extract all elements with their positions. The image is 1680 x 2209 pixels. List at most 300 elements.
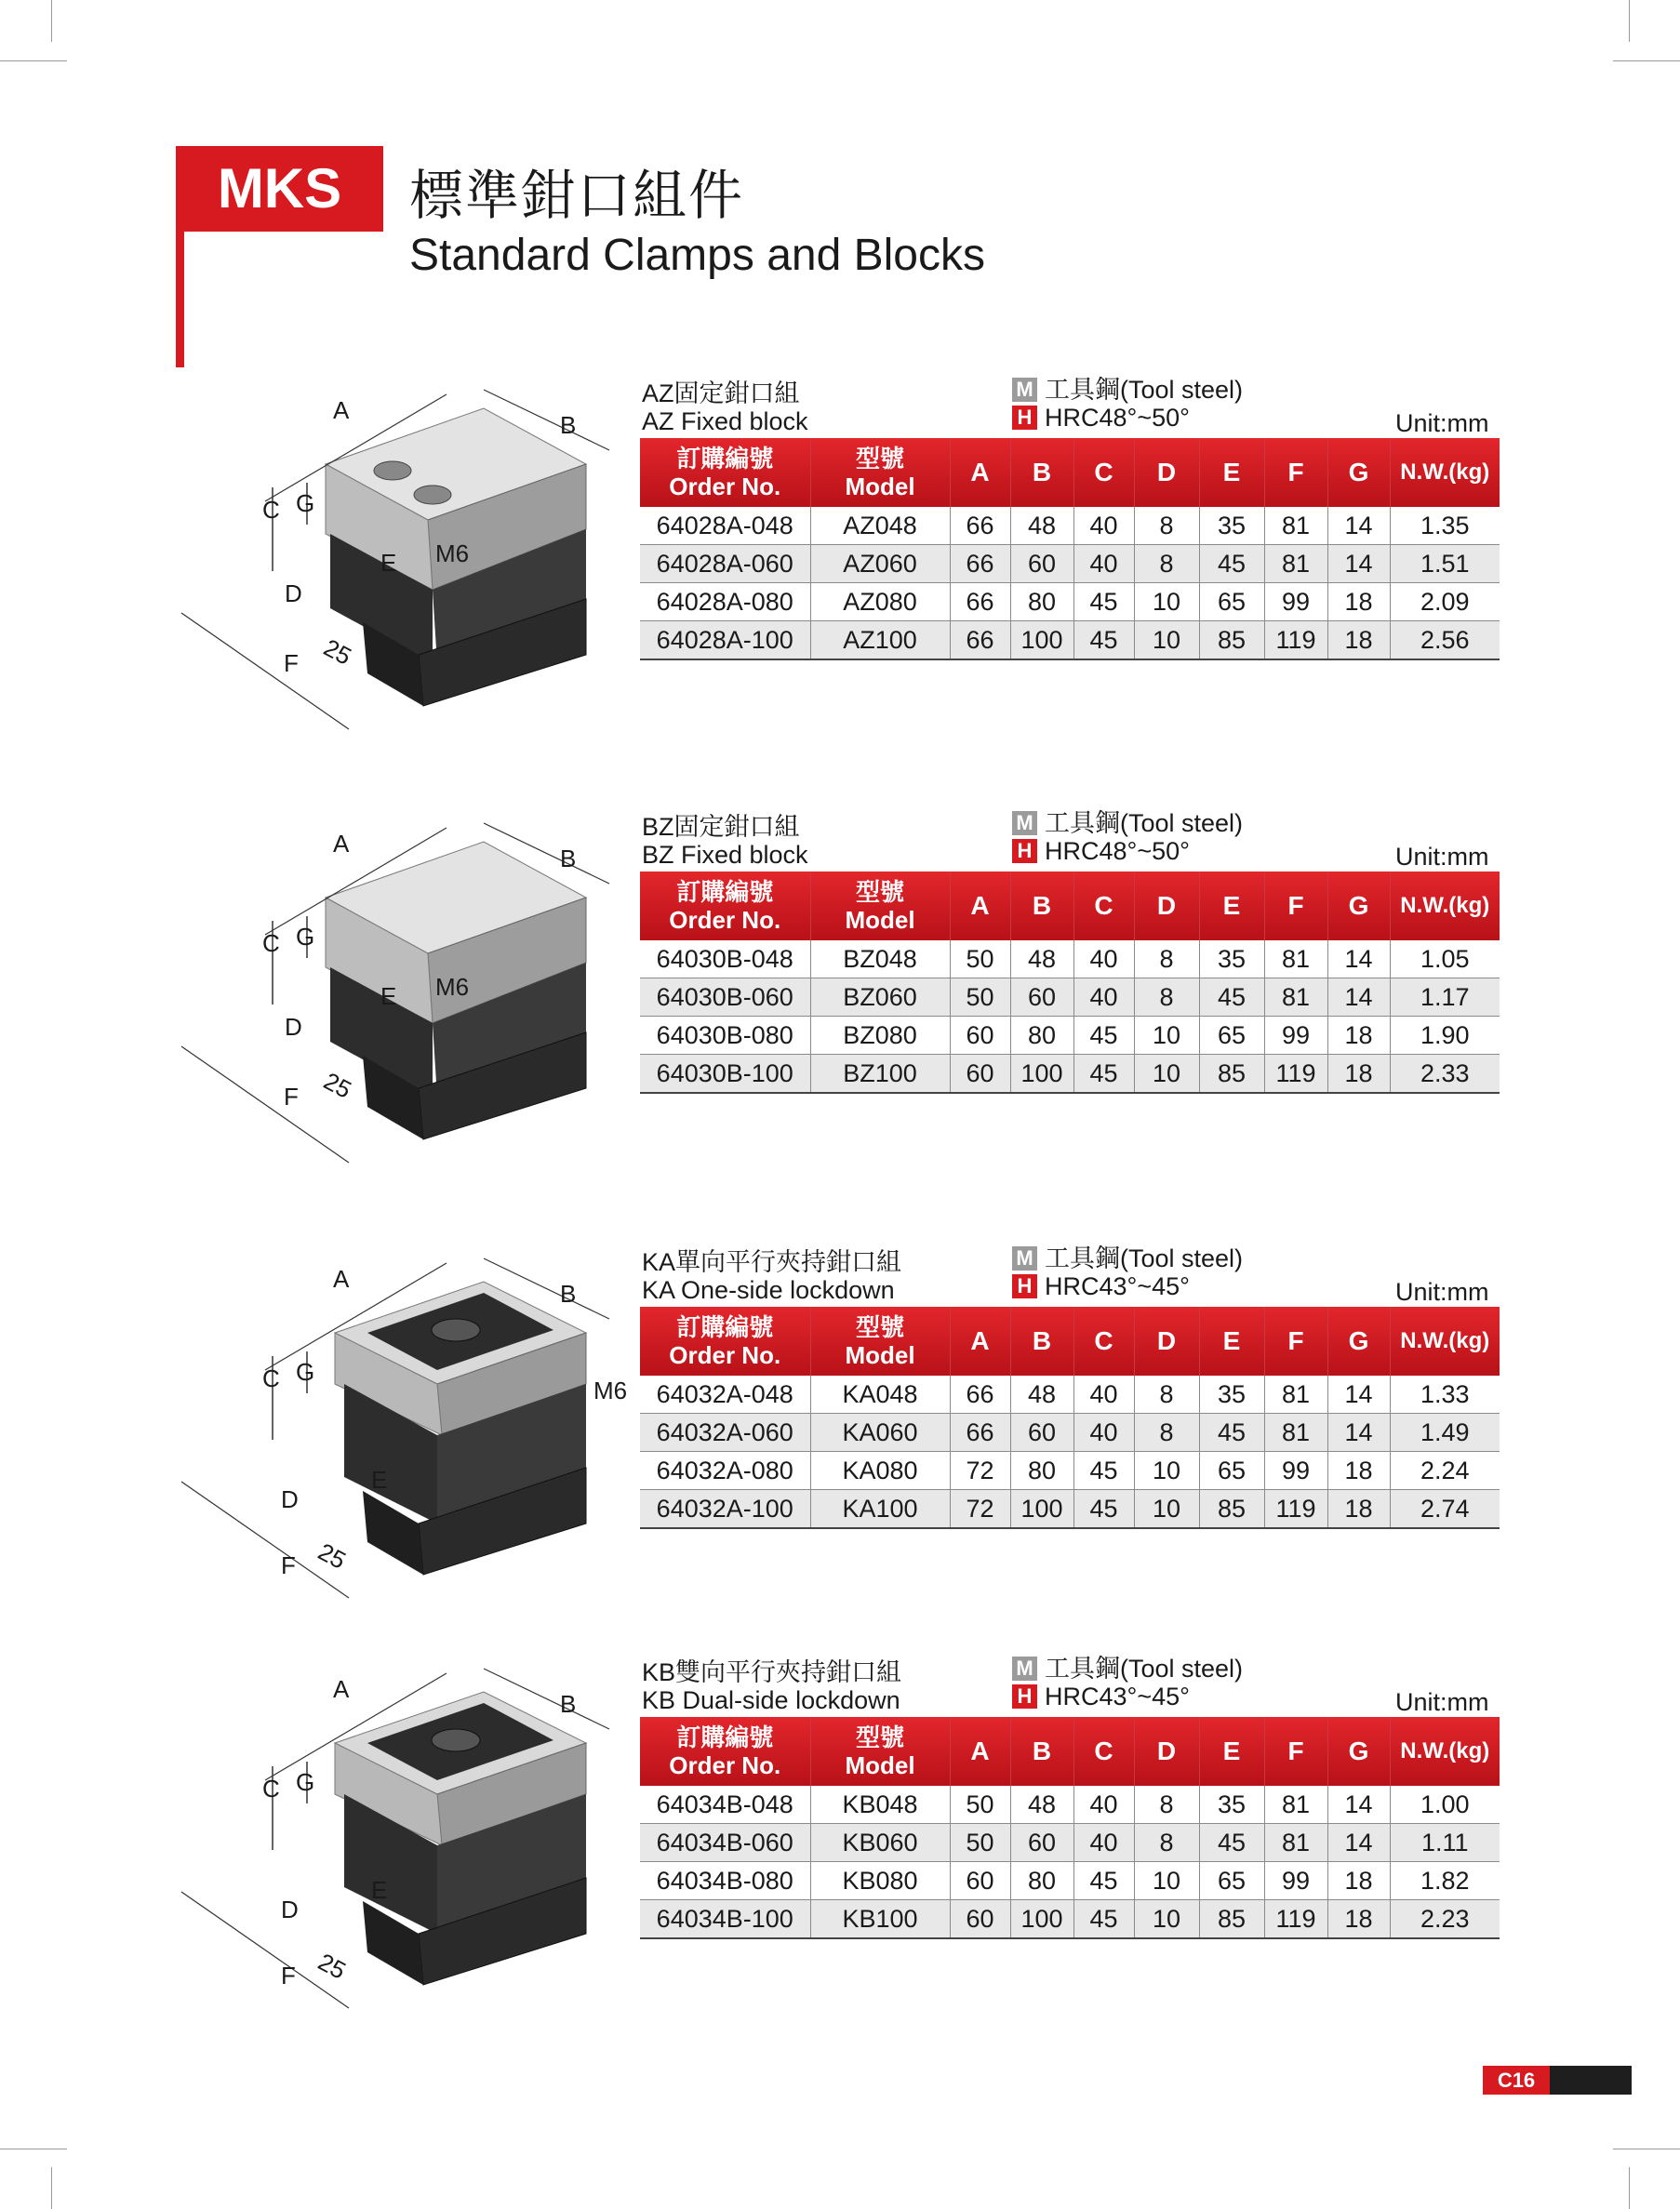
table-cell: 40 (1073, 978, 1134, 1017)
table-row (640, 1414, 1500, 1452)
dimension-label: A (333, 1265, 350, 1293)
column-header-en: Model (845, 1751, 915, 1779)
table-cell: 64032A-048 (640, 1376, 810, 1414)
table-cell: 119 (1264, 1900, 1327, 1939)
product-drawing (177, 1244, 628, 1617)
table-cell: 60 (950, 1862, 1010, 1900)
column-header: N.W.(kg) (1390, 1307, 1500, 1376)
column-header: A (950, 438, 1010, 507)
column-header-cn: 訂購編號 (676, 1313, 774, 1341)
table-cell: 40 (1073, 1376, 1134, 1414)
table-cell: 35 (1199, 1786, 1264, 1824)
table-cell: 64028A-100 (640, 621, 810, 660)
table-header-row (640, 1307, 1500, 1376)
column-header: G (1327, 1717, 1390, 1786)
column-header: F (1264, 438, 1327, 507)
material-line (1012, 376, 1243, 404)
page-number: C16 (1483, 2066, 1550, 2095)
table-cell: 45 (1073, 1490, 1134, 1529)
unit-label: Unit:mm (1395, 1688, 1489, 1716)
hardness-text: HRC48°~50° (1045, 404, 1190, 432)
table-cell: 48 (1010, 940, 1073, 978)
column-header (640, 872, 810, 940)
table-cell: 99 (1264, 1862, 1327, 1900)
page-title-en: Standard Clamps and Blocks (409, 231, 985, 280)
material-text: 工具鋼(Tool steel) (1045, 809, 1244, 837)
column-header-cn: 訂購編號 (676, 1723, 774, 1751)
table-cell: 1.35 (1390, 507, 1500, 545)
table-cell: 10 (1134, 1017, 1199, 1055)
material-tag-h: H (1012, 1274, 1037, 1298)
table-cell: BZ080 (810, 1017, 950, 1055)
table-cell: 2.23 (1390, 1900, 1500, 1939)
spec-table (640, 438, 1500, 660)
dimension-label: C (262, 1775, 280, 1803)
material-text: 工具鋼(Tool steel) (1045, 376, 1244, 404)
table-cell: 18 (1327, 1900, 1390, 1939)
table-cell: 60 (950, 1017, 1010, 1055)
column-header: F (1264, 872, 1327, 940)
section-title-en: BZ Fixed block (642, 841, 808, 869)
dimension-label: F (281, 1962, 296, 1989)
table-cell: 1.17 (1390, 978, 1500, 1017)
product-section (0, 1655, 1680, 2036)
column-header-en: Order No. (669, 1751, 781, 1779)
table-cell: 14 (1327, 940, 1390, 978)
table-cell: 40 (1073, 1786, 1134, 1824)
table-cell: 45 (1073, 1017, 1134, 1055)
table-cell: 48 (1010, 1376, 1073, 1414)
unit-label: Unit:mm (1395, 409, 1489, 437)
column-header-en: Order No. (669, 1341, 781, 1369)
dimension-label: 25 (319, 1066, 356, 1104)
hardness-text: HRC43°~45° (1045, 1272, 1190, 1300)
table-cell: BZ100 (810, 1055, 950, 1094)
column-header: C (1073, 438, 1134, 507)
table-cell: AZ048 (810, 507, 950, 545)
table-row (640, 621, 1500, 660)
spec-table (640, 1307, 1500, 1529)
table-cell: 66 (950, 583, 1010, 621)
table-cell: 45 (1199, 545, 1264, 583)
table-cell: KA080 (810, 1452, 950, 1490)
table-cell: 45 (1073, 1055, 1134, 1094)
table-cell: 80 (1010, 583, 1073, 621)
table-cell: 10 (1134, 1862, 1199, 1900)
table-cell: 60 (1010, 1414, 1073, 1452)
unit-label: Unit:mm (1395, 1278, 1489, 1306)
column-header: N.W.(kg) (1390, 872, 1500, 940)
material-tag-h: H (1012, 839, 1037, 863)
table-cell: 81 (1264, 1824, 1327, 1862)
dimension-label: B (560, 1280, 577, 1308)
table-cell: 65 (1199, 583, 1264, 621)
dimension-label: D (281, 1896, 299, 1923)
table-cell: 18 (1327, 1017, 1390, 1055)
section-title-en: AZ Fixed block (642, 407, 808, 435)
table-cell: 8 (1134, 507, 1199, 545)
dimension-label: M6 (593, 1377, 628, 1404)
table-cell: 18 (1327, 621, 1390, 660)
column-header: E (1199, 1717, 1264, 1786)
column-header (810, 1307, 950, 1376)
material-tag-m: M (1012, 811, 1037, 835)
column-header-cn: 訂購編號 (676, 445, 774, 472)
table-cell: 64030B-060 (640, 978, 810, 1017)
table-cell: 14 (1327, 507, 1390, 545)
table-cell: 2.74 (1390, 1490, 1500, 1529)
material-line (1012, 1244, 1243, 1272)
table-cell: 2.33 (1390, 1055, 1500, 1094)
column-header: E (1199, 1307, 1264, 1376)
table-cell: 1.49 (1390, 1414, 1500, 1452)
table-cell: 2.09 (1390, 583, 1500, 621)
column-header: A (950, 1307, 1010, 1376)
product-drawing (177, 809, 614, 1181)
product-drawing (177, 376, 614, 748)
column-header: G (1327, 872, 1390, 940)
column-header-en: Model (845, 1341, 915, 1369)
column-header: G (1327, 438, 1390, 507)
dimension-label: E (380, 549, 397, 577)
column-header-cn: 型號 (855, 1313, 904, 1341)
table-cell: 100 (1010, 1055, 1073, 1094)
table-cell: 45 (1073, 1900, 1134, 1939)
column-header: C (1073, 1717, 1134, 1786)
section-title-en: KA One-side lockdown (642, 1276, 895, 1304)
table-cell: 100 (1010, 1490, 1073, 1529)
product-section (0, 376, 1680, 757)
table-cell: 65 (1199, 1452, 1264, 1490)
table-cell: KB060 (810, 1824, 950, 1862)
table-cell: 35 (1199, 1376, 1264, 1414)
table-cell: 99 (1264, 1017, 1327, 1055)
hardness-line (1012, 837, 1190, 865)
column-header-cn: 訂購編號 (676, 878, 774, 906)
column-header-en: Model (845, 472, 915, 500)
table-cell: 45 (1073, 1452, 1134, 1490)
spec-table (640, 1717, 1500, 1939)
column-header: A (950, 872, 1010, 940)
table-row (640, 1786, 1500, 1824)
table-cell: 60 (950, 1900, 1010, 1939)
table-cell: 81 (1264, 1376, 1327, 1414)
hardness-line (1012, 404, 1190, 432)
table-cell: KB100 (810, 1900, 950, 1939)
section-title-cn: BZ固定鉗口組 (642, 813, 800, 841)
table-cell: 64034B-048 (640, 1786, 810, 1824)
table-cell: 81 (1264, 940, 1327, 978)
table-cell: 14 (1327, 1786, 1390, 1824)
table-cell: 119 (1264, 1055, 1327, 1094)
table-cell: 64028A-080 (640, 583, 810, 621)
material-tag-m: M (1012, 1657, 1037, 1681)
column-header-cn: 型號 (855, 1723, 904, 1751)
table-cell: 50 (950, 940, 1010, 978)
table-cell: AZ080 (810, 583, 950, 621)
table-cell: 1.00 (1390, 1786, 1500, 1824)
column-header (640, 1717, 810, 1786)
table-cell: 35 (1199, 507, 1264, 545)
spec-table (640, 872, 1500, 1094)
section-title-cn: KA單向平行夾持鉗口組 (642, 1248, 902, 1276)
hardness-line (1012, 1272, 1190, 1300)
table-cell: 10 (1134, 583, 1199, 621)
table-cell: 8 (1134, 1376, 1199, 1414)
table-cell: 45 (1073, 621, 1134, 660)
table-cell: 10 (1134, 1490, 1199, 1529)
dimension-label: M6 (435, 539, 470, 567)
product-section (0, 809, 1680, 1191)
table-cell: 8 (1134, 940, 1199, 978)
dimension-label: B (560, 845, 577, 872)
table-cell: 66 (950, 545, 1010, 583)
section-title-en: KB Dual-side lockdown (642, 1686, 900, 1714)
column-header (810, 438, 950, 507)
dimension-label: F (284, 649, 299, 677)
table-cell: 1.90 (1390, 1017, 1500, 1055)
hardness-text: HRC48°~50° (1045, 837, 1190, 865)
column-header: B (1010, 872, 1073, 940)
table-row (640, 978, 1500, 1017)
crop-mark (51, 0, 52, 42)
table-cell: 72 (950, 1452, 1010, 1490)
table-cell: 45 (1199, 1414, 1264, 1452)
table-cell: KB080 (810, 1862, 950, 1900)
table-cell: 14 (1327, 1824, 1390, 1862)
dimension-label: E (380, 982, 397, 1010)
dimension-label: F (284, 1083, 299, 1111)
table-cell: 100 (1010, 1900, 1073, 1939)
material-text: 工具鋼(Tool steel) (1045, 1244, 1244, 1272)
table-cell: 66 (950, 621, 1010, 660)
table-cell: 1.51 (1390, 545, 1500, 583)
table-cell: 18 (1327, 1055, 1390, 1094)
table-cell: 8 (1134, 978, 1199, 1017)
table-row (640, 583, 1500, 621)
product-drawing (177, 1655, 614, 2027)
table-cell: 48 (1010, 507, 1073, 545)
table-cell: 119 (1264, 621, 1327, 660)
dimension-label: 25 (319, 632, 356, 671)
dimension-label: E (371, 1876, 388, 1904)
table-header-row (640, 1717, 1500, 1786)
table-cell: KA060 (810, 1414, 950, 1452)
table-cell: AZ060 (810, 545, 950, 583)
table-row (640, 1862, 1500, 1900)
table-cell: 66 (950, 507, 1010, 545)
table-cell: 1.82 (1390, 1862, 1500, 1900)
table-cell: 64034B-080 (640, 1862, 810, 1900)
table-cell: 8 (1134, 545, 1199, 583)
table-cell: 1.11 (1390, 1824, 1500, 1862)
table-cell: 18 (1327, 1490, 1390, 1529)
table-cell: 8 (1134, 1824, 1199, 1862)
table-cell: 8 (1134, 1786, 1199, 1824)
column-header: N.W.(kg) (1390, 438, 1500, 507)
column-header: D (1134, 1717, 1199, 1786)
column-header: B (1010, 1717, 1073, 1786)
crop-mark (1629, 0, 1630, 42)
table-cell: 35 (1199, 940, 1264, 978)
table-row (640, 1376, 1500, 1414)
material-line (1012, 809, 1243, 837)
table-cell: 64034B-100 (640, 1900, 810, 1939)
dimension-label: D (285, 579, 302, 607)
table-cell: 18 (1327, 1452, 1390, 1490)
table-cell: 10 (1134, 1452, 1199, 1490)
dimension-label: C (262, 1364, 280, 1392)
column-header: G (1327, 1307, 1390, 1376)
table-row (640, 1824, 1500, 1862)
hardness-line (1012, 1683, 1190, 1710)
column-header: D (1134, 438, 1199, 507)
table-cell: 85 (1199, 621, 1264, 660)
crop-mark (1629, 2167, 1630, 2209)
dimension-label: D (285, 1013, 302, 1041)
material-tag-m: M (1012, 1246, 1037, 1271)
table-cell: 80 (1010, 1017, 1073, 1055)
dimension-label: B (560, 411, 577, 439)
column-header: A (950, 1717, 1010, 1786)
table-cell: 81 (1264, 1786, 1327, 1824)
table-cell: 60 (1010, 1824, 1073, 1862)
table-cell: 45 (1073, 583, 1134, 621)
column-header-en: Model (845, 906, 915, 934)
table-cell: 14 (1327, 1414, 1390, 1452)
table-cell: BZ048 (810, 940, 950, 978)
table-cell: 50 (950, 978, 1010, 1017)
dimension-label: F (281, 1551, 296, 1579)
table-row (640, 1017, 1500, 1055)
dimension-label: A (333, 396, 350, 424)
table-cell: 100 (1010, 621, 1073, 660)
material-tag-h: H (1012, 406, 1037, 430)
dimension-label: 25 (313, 1947, 351, 1985)
table-cell: 18 (1327, 1862, 1390, 1900)
column-header: N.W.(kg) (1390, 1717, 1500, 1786)
table-cell: 64032A-060 (640, 1414, 810, 1452)
column-header (640, 1307, 810, 1376)
column-header (810, 872, 950, 940)
dimension-label: A (333, 1675, 350, 1703)
table-cell: 65 (1199, 1862, 1264, 1900)
table-cell: 2.56 (1390, 621, 1500, 660)
dimension-label: G (296, 489, 315, 517)
table-cell: 14 (1327, 1376, 1390, 1414)
table-cell: 10 (1134, 1900, 1199, 1939)
table-cell: 45 (1199, 1824, 1264, 1862)
dimension-label: 25 (313, 1537, 351, 1575)
table-cell: BZ060 (810, 978, 950, 1017)
table-cell: 10 (1134, 621, 1199, 660)
table-cell: 40 (1073, 1414, 1134, 1452)
material-text: 工具鋼(Tool steel) (1045, 1655, 1244, 1683)
crop-mark (1613, 60, 1680, 61)
section-title-cn: KB雙向平行夾持鉗口組 (642, 1658, 902, 1686)
material-line (1012, 1655, 1243, 1683)
column-header: C (1073, 872, 1134, 940)
table-header-row (640, 872, 1500, 940)
table-cell: KA048 (810, 1376, 950, 1414)
table-cell: 40 (1073, 940, 1134, 978)
dimension-label: A (333, 830, 350, 858)
table-cell: 60 (950, 1055, 1010, 1094)
table-cell: 66 (950, 1376, 1010, 1414)
table-header-row (640, 438, 1500, 507)
table-row (640, 507, 1500, 545)
table-cell: 40 (1073, 545, 1134, 583)
table-cell: 60 (1010, 978, 1073, 1017)
table-cell: 64030B-100 (640, 1055, 810, 1094)
crop-mark (51, 2167, 52, 2209)
crop-mark (0, 60, 67, 61)
table-cell: 8 (1134, 1414, 1199, 1452)
column-header: D (1134, 1307, 1199, 1376)
column-header: F (1264, 1307, 1327, 1376)
table-cell: 1.05 (1390, 940, 1500, 978)
table-cell: 64028A-060 (640, 545, 810, 583)
table-cell: 85 (1199, 1900, 1264, 1939)
hardness-text: HRC43°~45° (1045, 1683, 1190, 1710)
table-row (640, 940, 1500, 978)
table-cell: 85 (1199, 1055, 1264, 1094)
column-header-en: Order No. (669, 906, 781, 934)
dimension-label: B (560, 1690, 577, 1718)
table-cell: 64034B-060 (640, 1824, 810, 1862)
dimension-label: G (296, 1358, 315, 1386)
brand-logo: MKS (176, 146, 383, 232)
dimension-label: C (262, 929, 280, 957)
column-header: E (1199, 872, 1264, 940)
table-cell: 45 (1199, 978, 1264, 1017)
dimension-label: E (371, 1466, 388, 1494)
table-cell: 1.33 (1390, 1376, 1500, 1414)
section-title-cn: AZ固定鉗口組 (642, 379, 800, 407)
column-header: B (1010, 438, 1073, 507)
column-header-en: Order No. (669, 472, 781, 500)
dimension-label: C (262, 496, 280, 524)
table-cell: 10 (1134, 1055, 1199, 1094)
table-cell: 45 (1073, 1862, 1134, 1900)
table-cell: 64032A-100 (640, 1490, 810, 1529)
column-header (810, 1717, 950, 1786)
table-cell: 80 (1010, 1452, 1073, 1490)
table-cell: 40 (1073, 507, 1134, 545)
table-cell: 18 (1327, 583, 1390, 621)
unit-label: Unit:mm (1395, 843, 1489, 871)
table-row (640, 545, 1500, 583)
table-row (640, 1452, 1500, 1490)
table-cell: 64032A-080 (640, 1452, 810, 1490)
table-cell: 50 (950, 1786, 1010, 1824)
column-header (640, 438, 810, 507)
table-cell: 66 (950, 1414, 1010, 1452)
table-row (640, 1055, 1500, 1094)
dimension-label: M6 (435, 973, 470, 1001)
dimension-label: G (296, 923, 315, 951)
table-cell: 14 (1327, 978, 1390, 1017)
material-tag-h: H (1012, 1684, 1037, 1709)
table-cell: 81 (1264, 1414, 1327, 1452)
table-cell: AZ100 (810, 621, 950, 660)
table-cell: KB048 (810, 1786, 950, 1824)
table-cell: 50 (950, 1824, 1010, 1862)
table-cell: 99 (1264, 583, 1327, 621)
table-row (640, 1490, 1500, 1529)
table-cell: 81 (1264, 545, 1327, 583)
table-cell: 81 (1264, 507, 1327, 545)
